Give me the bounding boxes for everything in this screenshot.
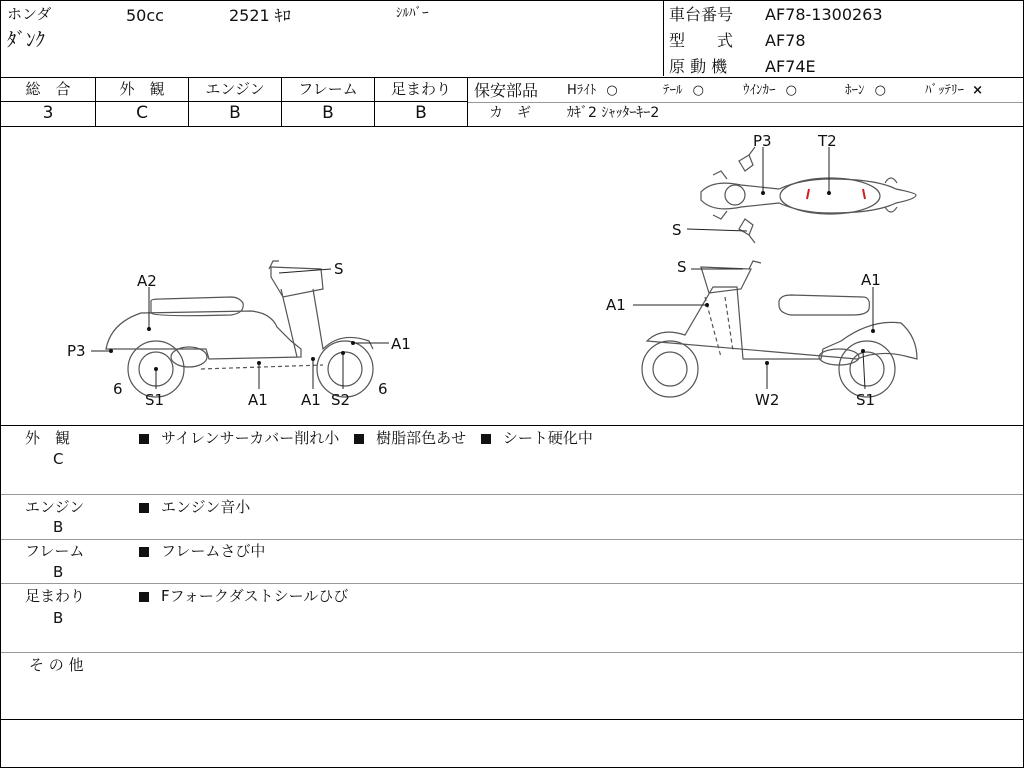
grade-frame-value: B [322,103,334,123]
label-right-w2: W2 [755,391,780,409]
label-left-p3: P3 [67,342,86,360]
maker: ホンダ [7,5,52,23]
remarks-suspension-notes: Fフォークダストシールひび [139,589,348,604]
mileage: 2521 ｷﾛ [229,6,291,25]
scooter-diagram [1,127,1023,425]
label-left-a1-floor: A1 [248,391,268,409]
frame-no: AF78-1300263 [765,5,883,24]
key-label: カ ギ [489,105,531,121]
safety-item-battery: ﾊﾞｯﾃﾘｰ × [925,83,984,98]
label-right-a1-rear: A1 [861,271,881,289]
remarks-engine-grade: B [53,518,64,536]
remarks-suspension-grade: B [53,609,64,627]
color: ｼﾙﾊﾞｰ [396,6,429,21]
label-left-a1-front: A1 [391,335,411,353]
scooter-top-view [701,147,916,243]
remarks-exterior-grade: C [53,450,64,468]
key-value: ｶｷﾞ2 ｼｬｯﾀｰｷｰ2 [567,105,660,121]
frame-no-label: 車台番号 [669,5,734,24]
remarks-suspension-category: 足まわり [25,587,86,605]
displacement: 50cc [126,6,164,25]
type-value: AF78 [765,31,806,50]
label-right-s: S [677,258,687,276]
grade-exterior-value: C [136,103,148,123]
other-label: そ の 他 [29,656,84,674]
remarks-engine-notes: エンジン音小 [139,500,250,515]
model-name: ﾀﾞﾝｸ [7,29,46,51]
safety-item-headlight: Hﾗｲﾄ ○ [567,83,618,98]
label-right-s1: S1 [856,391,876,409]
type-label: 型 式 [669,31,734,50]
grade-exterior-label: 外 観 [119,80,165,98]
label-left-a1-front-bottom: A1 [301,391,321,409]
grade-engine-label: エンジン [205,80,265,98]
leader-dots [109,191,875,371]
remarks-frame-grade: B [53,563,64,581]
label-top-s: S [672,221,682,239]
label-left-s1: S1 [145,391,165,409]
label-right-a1-front: A1 [606,296,626,314]
engine-label: 原 動 機 [669,57,728,76]
grade-suspension-value: B [415,103,427,123]
label-left-6-front: 6 [378,380,388,398]
leader-lines [91,147,873,389]
label-top-t2: T2 [818,132,837,150]
remarks-exterior-category: 外 観 [25,429,71,447]
remarks-engine-category: エンジン [25,498,85,516]
remarks-exterior-notes: サイレンサーカバー削れ小 樹脂部色あせ シート硬化中 [139,431,593,446]
safety-label: 保安部品 [474,81,539,100]
label-left-s2: S2 [331,391,351,409]
safety-item-tail: ﾃｰﾙ ○ [663,83,704,98]
label-left-6-rear: 6 [113,380,123,398]
label-top-p3: P3 [753,132,772,150]
engine-value: AF74E [765,57,816,76]
safety-item-winker: ｳｲﾝｶｰ ○ [743,83,797,98]
grade-suspension-label: 足まわり [390,80,451,98]
grade-total-label: 総 合 [25,80,71,98]
grade-frame-label: フレーム [298,80,358,98]
label-left-s: S [334,260,344,278]
grade-total-value: 3 [42,103,54,123]
remarks-frame-notes: フレームさび中 [139,544,265,559]
safety-item-horn: ﾎｰﾝ ○ [845,83,886,98]
grade-engine-value: B [229,103,241,123]
remarks-frame-category: フレーム [25,542,85,560]
label-left-a2: A2 [137,272,157,290]
